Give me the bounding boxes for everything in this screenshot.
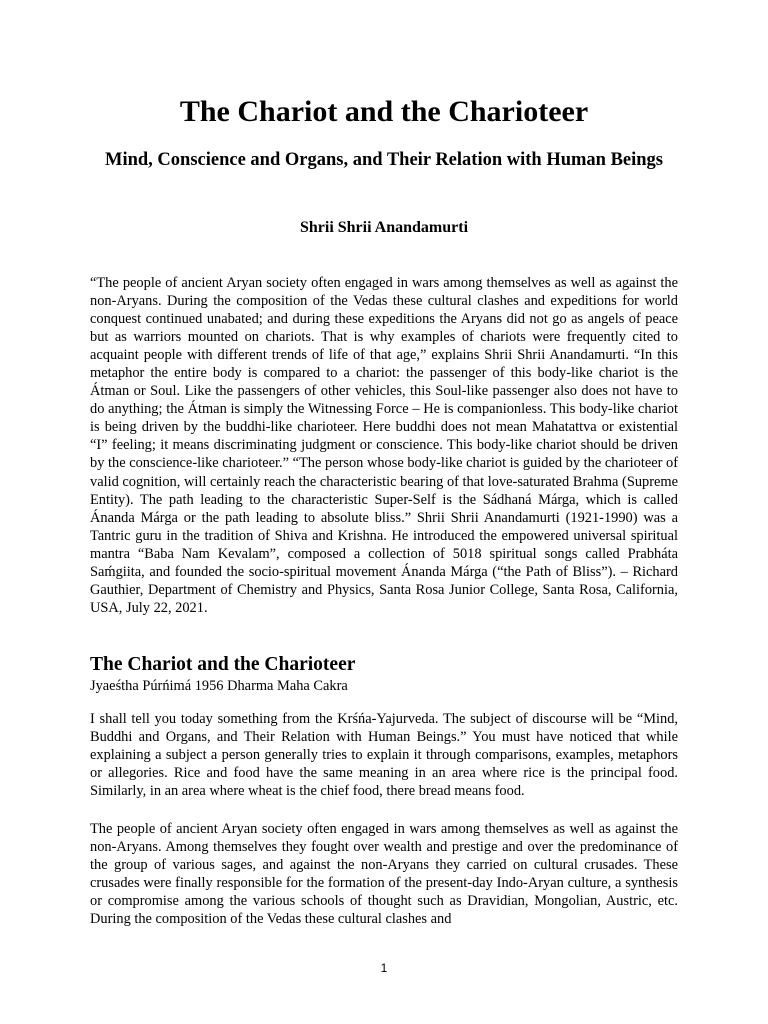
body-paragraph-1: I shall tell you today something from the Krśńa-Yajurveda. The subject of discourse will be “Mind, Buddhi and Organs, and Their Relation with Human Beings.” You must have noticed that while explaining a subject a person generally tries to explain it through comparisons, examples, metaphors or allegories. Rice and food have the same meaning in an area where rice is the principal food. Similarly, in an area where wheat is the chief food, there bread means food. (90, 711, 678, 800)
section-heading: The Chariot and the Charioteer (90, 654, 356, 675)
section-subheading: Jyaeśtha Púrńimá 1956 Dharma Maha Cakra (90, 678, 348, 694)
document-title: The Chariot and the Charioteer (179, 95, 589, 128)
body-paragraph-2: The people of ancient Aryan society often engaged in wars among themselves as well as against the non-Aryans. Among themselves they fought over wealth and prestige and over the predominance of the group of various sages, and against the non-Aryans they carried on cultural crusades. These crusades were finally responsible for the formation of the present-day Indo-Aryan culture, a synthesis or compromise among the various schools of thought such as Dravidian, Mongolian, Austric, etc. During the composition of the Vedas these cultural clashes and (90, 821, 678, 928)
page-number: 1 (380, 961, 388, 975)
document-subtitle: Mind, Conscience and Organs, and Their Relation with Human Beings (105, 150, 663, 170)
author-name: Shrii Shrii Anandamurti (299, 219, 469, 236)
intro-paragraph: “The people of ancient Aryan society often engaged in wars among themselves as well as against the non-Aryans. During the composition of the Vedas these cultural clashes and expeditions for world conquest continued unabated; and during these expeditions the Aryans did not go as angels of peace but as warriors mounted on chariots. That is why examples of chariots were frequently cited to acquaint people with different trends of life of that age,” explains Shrii Shrii Anandamurti. “In this metaphor the entire body is compared to a chariot: the passenger of this body-like chariot is the Átman or Soul. Like the passengers of other vehicles, this Soul-like passenger also does not have to do anything; the Átman is simply the Witnessing Force – He is companionless. This body-like chariot is being driven by the buddhi-like charioteer. Here buddhi does not mean Mahatattva or existential “I” feeling; it means discriminating judgment or conscience. This body-like chariot should be driven by the conscience-like charioteer.” “The person whose body-like chariot is guided by the charioteer of valid cognition, will certainly reach the characteristic bearing of that love-saturated Brahma (Supreme Entity). The path leading to the characteristic Super-Self is the Sádhaná Márga, which is called Ánanda Márga or the path leading to absolute bliss.” Shrii Shrii Anandamurti (1921-1990) was a Tantric guru in the tradition of Shiva and Krishna. He introduced the empowered universal spiritual mantra “Baba Nam Kevalam”, composed a collection of 5018 spiritual songs called Prabháta Saḿgiita, and founded the socio-spiritual movement Ánanda Márga (“the Path of Bliss”). – Richard Gauthier, Department of Chemistry and Physics, Santa Rosa Junior College, Santa Rosa, California, USA, July 22, 2021. (90, 275, 678, 616)
